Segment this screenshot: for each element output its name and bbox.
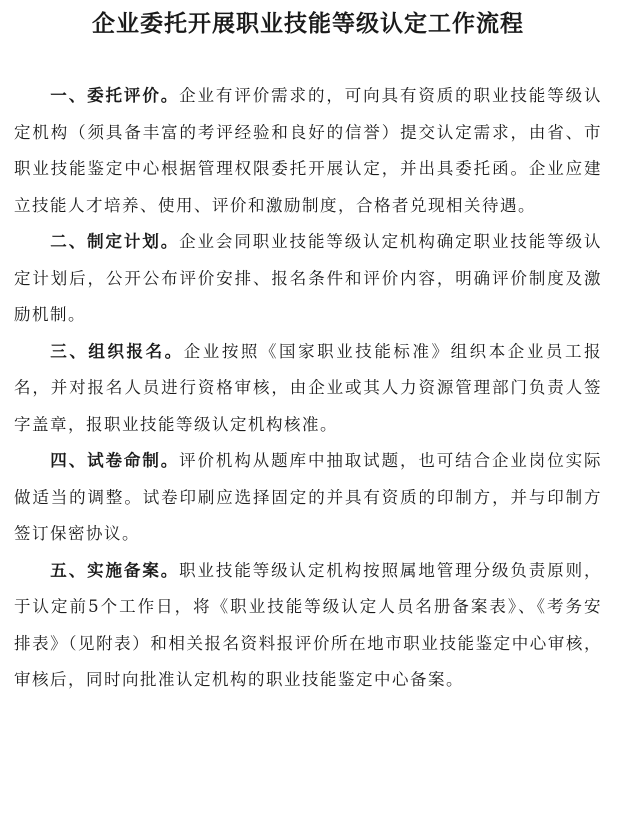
section-heading: 五、实施备案。 <box>50 560 180 580</box>
section-heading: 四、试卷命制。 <box>50 451 180 470</box>
section-body: 评价机构从题库中抽取试题，也可结合企业岗位实际做适当的调整。试卷印刷应选择固定的并具有资质的印制方，并与印制方签订保密协议。 <box>14 451 603 543</box>
section-body: 企业有评价需求的，可向具有资质的职业技能等级认定机构（须具备丰富的考评经验和良好的信誉）提交认定需求，由省、市职业技能鉴定中心根据管理权限委托开展认定，并出具委托函。企业应建立技能人才培养、使用、评价和激励制度，合格者兑现相关待遇。 <box>14 86 603 215</box>
section-heading: 三、组织报名。 <box>50 341 184 361</box>
section-heading: 一、委托评价。 <box>50 86 180 105</box>
section-body: 企业会同职业技能等级认定机构确定职业技能等级认定计划后，公开公布评价安排、报名条件和评价内容，明确评价制度及激励机制。 <box>14 232 603 324</box>
document-title: 企业委托开展职业技能等级认定工作流程 <box>92 11 524 37</box>
section-organize-registration <box>14 334 602 444</box>
section-entrusted-evaluation <box>14 78 602 224</box>
section-body: 企业按照《国家职业技能标准》组织本企业员工报名，并对报名人员进行资格审核，由企业或其人力资源管理部门负责人签字盖章，报职业技能等级认定机构核准。 <box>14 341 603 434</box>
section-heading: 二、制定计划。 <box>50 232 180 251</box>
section-implementation-filing <box>14 553 602 699</box>
section-body: 职业技能等级认定机构按照属地管理分级负责原则，于认定前5个工作日，将《职业技能等级认定人员名册备案表》、《考务安排表》（见附表）和相关报名资料报评价所在地市职业技能鉴定中心审核，审核后，同时向批准认定机构的职业技能鉴定中心备案。 <box>14 560 603 689</box>
section-exam-paper-preparation <box>14 443 602 553</box>
section-make-plan <box>14 224 602 334</box>
